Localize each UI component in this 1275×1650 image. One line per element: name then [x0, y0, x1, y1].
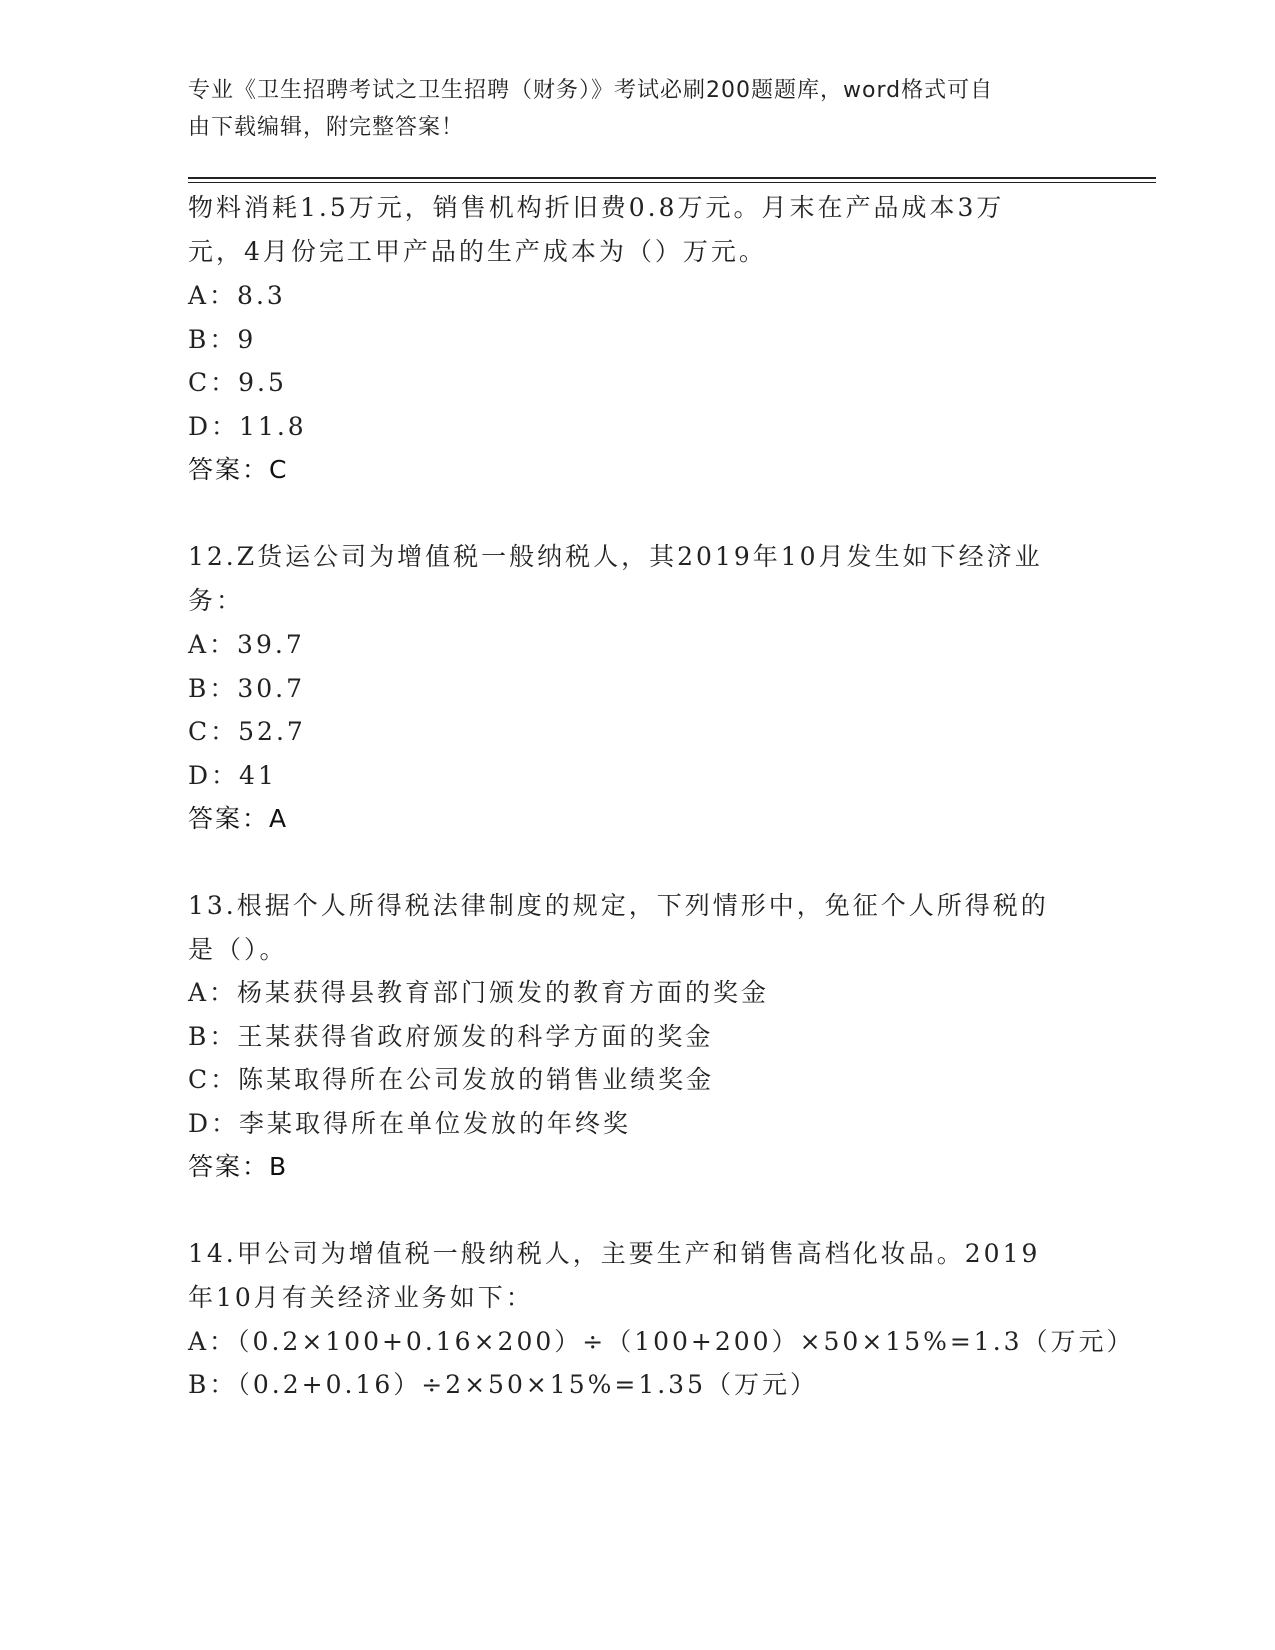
q14-stem-line-2: 年10月有关经济业务如下： — [188, 1283, 534, 1312]
header-line-2: 由下载编辑，附完整答案！ — [188, 115, 465, 140]
q14-option-a: A：（0.2×100+0.16×200）÷（100+200）×50×15%=1.3（万元） — [188, 1327, 1135, 1356]
q12-option-d: D：41 — [188, 761, 277, 790]
q13-stem-line-2: 是（）。 — [188, 935, 288, 964]
q11-answer: 答案：C — [188, 455, 289, 484]
q12-option-c: C：52.7 — [188, 717, 306, 746]
q13-stem-line-1: 13.根据个人所得税法律制度的规定，下列情形中，免征个人所得税的 — [188, 891, 1049, 920]
header-divider-thin — [188, 182, 1156, 183]
q12-option-a: A：39.7 — [188, 630, 305, 659]
q11-option-c: C：9.5 — [188, 368, 287, 397]
q12-stem-line-1: 12.Z货运公司为增值税一般纳税人，其2019年10月发生如下经济业 — [188, 542, 1043, 571]
q12-answer: 答案：A — [188, 804, 289, 833]
q13-option-d: D：李某取得所在单位发放的年终奖 — [188, 1109, 632, 1138]
q11-option-b: B：9 — [188, 325, 257, 354]
q11-option-d: D：11.8 — [188, 412, 307, 441]
q11-stem-line-2: 元，4月份完工甲产品的生产成本为（）万元。 — [188, 237, 767, 266]
q11-option-a: A：8.3 — [188, 281, 286, 310]
q13-answer: 答案：B — [188, 1152, 289, 1181]
q13-option-a: A：杨某获得县教育部门颁发的教育方面的奖金 — [188, 978, 770, 1007]
header-line-1: 专业《卫生招聘考试之卫生招聘（财务）》考试必刷200题题库，word格式可自 — [188, 78, 994, 103]
q13-option-b: B：王某获得省政府颁发的科学方面的奖金 — [188, 1022, 714, 1051]
q13-option-c: C：陈某取得所在公司发放的销售业绩奖金 — [188, 1065, 715, 1094]
q11-stem-line-1: 物料消耗1.5万元，销售机构折旧费0.8万元。月末在产品成本3万 — [188, 193, 1005, 222]
q14-option-b: B：（0.2+0.16）÷2×50×15%=1.35（万元） — [188, 1370, 818, 1399]
q12-option-b: B：30.7 — [188, 674, 306, 703]
q12-stem-line-2: 务： — [188, 586, 245, 615]
q14-stem-line-1: 14.甲公司为增值税一般纳税人，主要生产和销售高档化妆品。2019 — [188, 1239, 1041, 1268]
header-divider-thick — [188, 177, 1156, 179]
document-header — [188, 72, 1068, 146]
